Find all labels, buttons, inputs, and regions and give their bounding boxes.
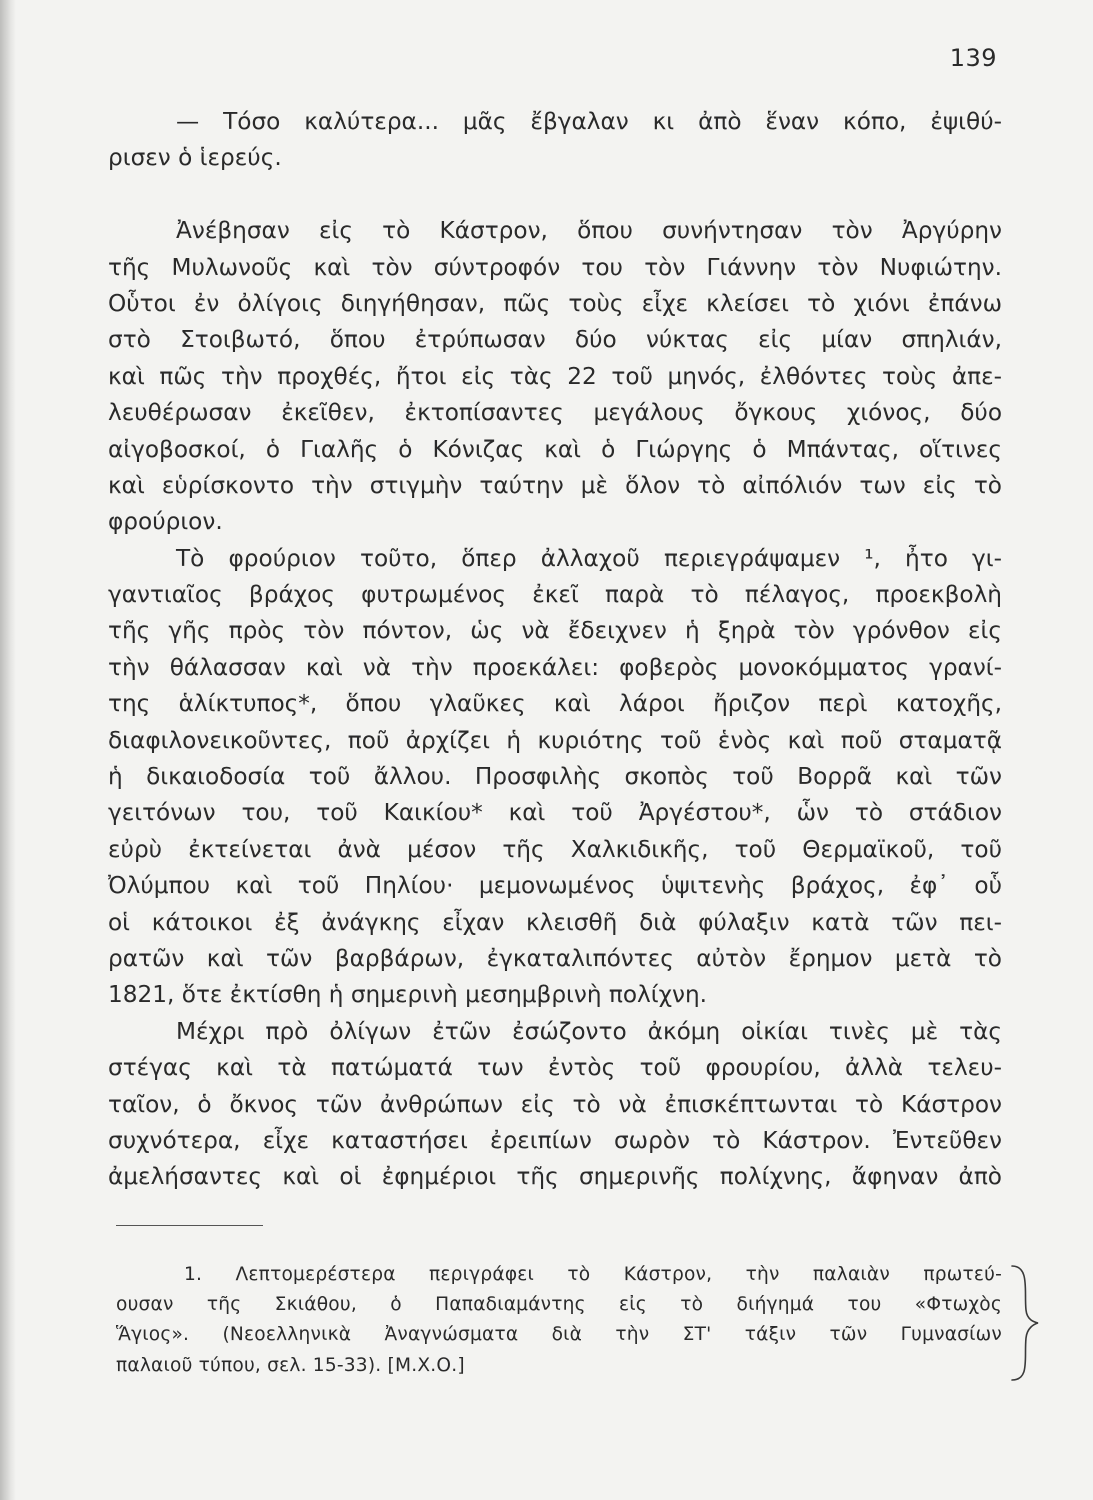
text-line: γαντιαῖος βράχος φυτρωμένος ἐκεῖ παρὰ τὸ πέλαγος, προεκβολὴ: [108, 581, 1002, 609]
text-line: ρατῶν καὶ τῶν βαρβάρων, ἐγκαταλιπόντες αὐτὸν ἔρημον μετὰ τὸ: [108, 944, 1002, 972]
text-line: ἀμελήσαντες καὶ οἱ ἐφημέριοι τῆς σημερινῆς πολίχνης, ἄφηναν ἀπὸ: [108, 1163, 1002, 1191]
text-line: οἱ κάτοικοι ἐξ ἀνάγκης εἶχαν κλεισθῆ διὰ φύλαξιν κατὰ τῶν πει-: [108, 908, 1002, 936]
main-text: [108, 104, 1002, 1196]
page-binding-shadow: [0, 0, 16, 1500]
footnote-block: [116, 1260, 1002, 1381]
handwritten-brace-mark: [1008, 1262, 1042, 1384]
footnote-line: ουσαν τῆς Σκιάθου, ὁ Παπαδιαμάντης εἰς τὸ διήγημά του «Φτωχὸς: [116, 1294, 1002, 1316]
page-number: 139: [949, 44, 997, 72]
text-line: στὸ Στοιβωτό, ὅπου ἐτρύπωσαν δύο νύκτας εἰς μίαν σπηλιάν,: [108, 326, 1002, 354]
text-line: καὶ πῶς τὴν προχθές, ἤτοι εἰς τὰς 22 τοῦ μηνός, ἐλθόντες τοὺς ἀπε-: [108, 362, 1002, 390]
text-line: τῆς γῆς πρὸς τὸν πόντον, ὡς νὰ ἔδειχνεν ἡ ξηρὰ τὸν γρόνθον εἰς: [108, 617, 1002, 645]
text-line: 1821, ὅτε ἐκτίσθη ἡ σημερινὴ μεσημβρινὴ πολίχνη.: [108, 981, 708, 1009]
footnote-line: παλαιοῦ τύπου, σελ. 15-33). [Μ.Χ.Ο.]: [116, 1354, 465, 1376]
text-line: αἰγοβοσκοί, ὁ Γιαλῆς ὁ Κόνιζας καὶ ὁ Γιώργης ὁ Μπάντας, οἵτινες: [108, 435, 1002, 463]
text-line: γειτόνων του, τοῦ Καικίου* καὶ τοῦ Ἀργέστου*, ὧν τὸ στάδιον: [108, 799, 1002, 827]
text-line: λευθέρωσαν ἐκεῖθεν, ἐκτοπίσαντες μεγάλους ὄγκους χιόνος, δύο: [108, 399, 1002, 427]
text-line: ἡ δικαιοδοσία τοῦ ἄλλου. Προσφιλὴς σκοπὸς τοῦ Βορρᾶ καὶ τῶν: [108, 763, 1002, 791]
text-line: συχνότερα, εἶχε καταστήσει ἐρειπίων σωρὸν τὸ Κάστρον. Ἐντεῦθεν: [108, 1126, 1002, 1154]
text-line: Τὸ φρούριον τοῦτο, ὅπερ ἀλλαχοῦ περιεγράψαμεν ¹, ἦτο γι-: [176, 544, 1002, 572]
text-line: φρούριον.: [108, 508, 223, 536]
footnote-line: Ἅγιος». (Νεοελληνικὰ Ἀναγνώσματα διὰ τὴν ΣΤ' τάξιν τῶν Γυμνασίων: [116, 1324, 1002, 1346]
footnote-divider: [116, 1225, 263, 1226]
text-line: — Τόσο καλύτερα... μᾶς ἔβγαλαν κι ἀπὸ ἕναν κόπο, ἐψιθύ-: [176, 108, 1002, 135]
text-line: Οὗτοι ἐν ὀλίγοις διηγήθησαν, πῶς τοὺς εἶχε κλείσει τὸ χιόνι ἐπάνω: [108, 289, 1002, 317]
paragraph-gap: [108, 177, 1002, 213]
footnote-line: 1. Λεπτομερέστερα περιγράφει τὸ Κάστρον, τὴν παλαιὰν πρωτεύ-: [184, 1264, 1002, 1285]
text-line: τῆς Μυλωνοῦς καὶ τὸν σύντροφόν του τὸν Γιάννην τὸν Νυφιώτην.: [108, 253, 1002, 281]
text-line: Ἀνέβησαν εἰς τὸ Κάστρον, ὅπου συνήντησαν τὸν Ἀργύρην: [176, 217, 1002, 245]
text-line: εὐρὺ ἐκτείνεται ἀνὰ μέσον τῆς Χαλκιδικῆς, τοῦ Θερμαϊκοῦ, τοῦ: [108, 835, 1002, 863]
text-line: τὴν θάλασσαν καὶ νὰ τὴν προεκάλει: φοβερὸς μονοκόμματος γρανί-: [108, 653, 1002, 681]
text-line: καὶ εὑρίσκοντο τὴν στιγμὴν ταύτην μὲ ὅλον τὸ αἰπόλιόν των εἰς τὸ: [108, 471, 1002, 499]
text-line: Μέχρι πρὸ ὀλίγων ἐτῶν ἐσώζοντο ἀκόμη οἰκίαι τινὲς μὲ τὰς: [176, 1017, 1002, 1045]
text-line: ταῖον, ὁ ὄκνος τῶν ἀνθρώπων εἰς τὸ νὰ ἐπισκέπτωνται τὸ Κάστρον: [108, 1090, 1002, 1118]
text-line: ρισεν ὁ ἱερεύς.: [108, 144, 282, 172]
text-line: διαφιλονεικοῦντες, ποῦ ἀρχίζει ἡ κυριότης τοῦ ἑνὸς καὶ ποῦ σταματᾷ: [108, 726, 1002, 754]
text-line: στέγας καὶ τὰ πατώματά των ἐντὸς τοῦ φρουρίου, ἀλλὰ τελευ-: [108, 1054, 1002, 1082]
text-line: Ὀλύμπου καὶ τοῦ Πηλίου· μεμονωμένος ὑψιτενὴς βράχος, ἐφ᾽ οὗ: [108, 872, 1002, 900]
text-line: της ἁλίκτυπος*, ὅπου γλαῦκες καὶ λάροι ἤριζον περὶ κατοχῆς,: [108, 690, 1002, 718]
